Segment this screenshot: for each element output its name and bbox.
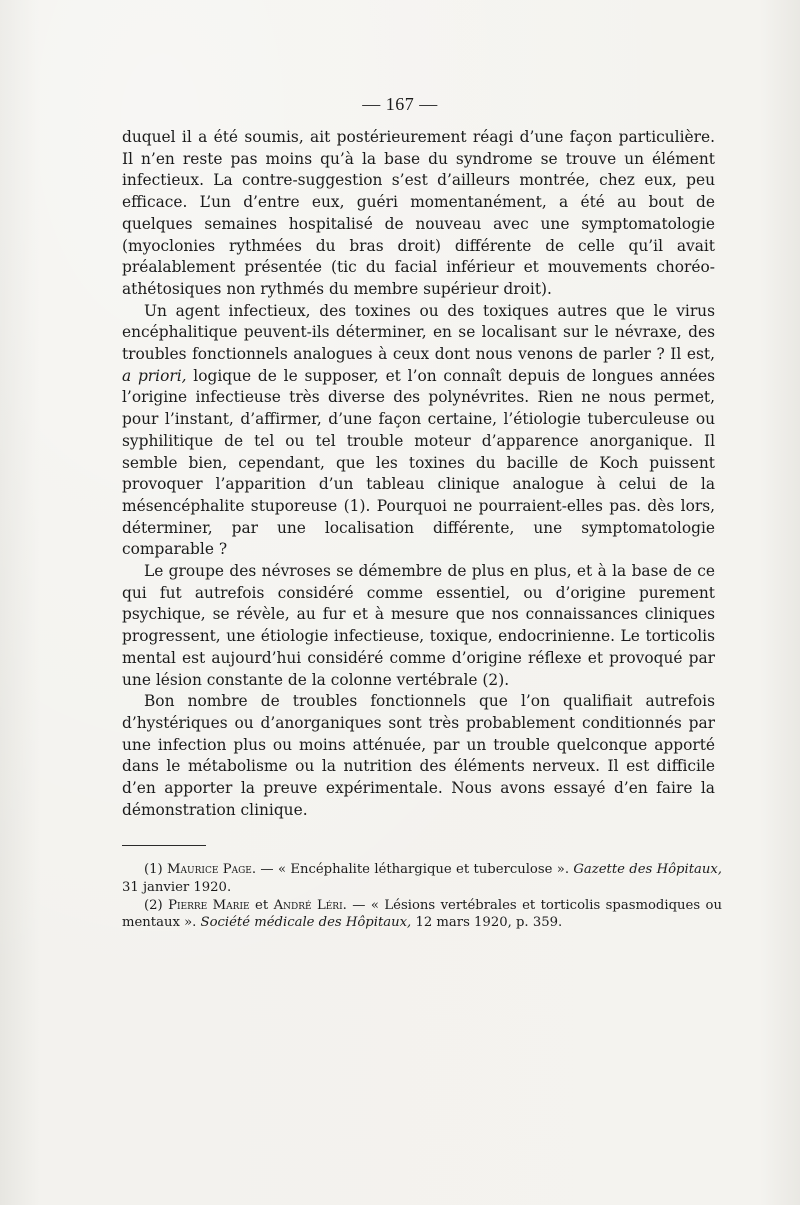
footnote-separator: [122, 845, 206, 846]
body-text: [122, 127, 715, 822]
footnote-1-date: 31 janvier 1920.: [122, 879, 232, 895]
footnote-2: [122, 897, 722, 933]
paragraph-1: [122, 127, 715, 301]
footnotes: [122, 861, 722, 932]
footnote-1: [122, 861, 722, 897]
footnote-2-title: — « Lésions vertébrales et torticolis spasmodiques ou mentaux ».: [122, 897, 722, 931]
footnote-1-title: — « Encéphalite léthargique et tuberculose ».: [256, 862, 574, 877]
paragraph-1-text: duquel il a été soumis, ait postérieurement réagi d’une façon particulière. Il n’en reste pas moins qu’à la base du syndrome se trouve un élément infectieux. La contre-suggestion s’est d’ailleurs montrée, chez eux, peu efficace. L’un d’entre eux, guéri momentanément, a été au bout de quelques semaines hospitalisé de nouveau avec une symptomatologie (myoclonies rythmées du bras droit) différente de celle qu’il avait préalablement présentée (tic du facial inférieur et mouvements choréo-athétosiques non rythmés du membre supérieur droit).: [122, 128, 715, 298]
paragraph-2-text-b: logique de le supposer, et l’on connaît depuis de longues années l’origine infectieuse très diverse des polynévrites. Rien ne nous permet, pour l’instant, d’affirmer, d’une façon certaine, l’étiologie tuberculeuse ou syphilitique de tel ou tel trouble moteur d’apparence anorganique. Il semble bien, cependant, que les toxines du bacille de Koch puissent provoquer l’apparition d’un tableau clinique analogue à celui de la mésencéphalite stuporeuse (1). Pourquoi ne pourraient-elles pas. dès lors, déterminer, par une localisation différente, une symptomatologie comparable ?: [122, 366, 715, 559]
footnote-2-conjunction: et: [249, 897, 274, 913]
paragraph-2-text-a: Un agent infectieux, des toxines ou des toxiques autres que le virus encéphalitique peuvent-ils déterminer, en se localisant sur le névraxe, des troubles fonctionnels analogues à ceux dont nous venons de parler ? Il est,: [122, 301, 715, 364]
footnote-1-number: (1): [144, 862, 168, 877]
footnote-2-journal: Société médicale des Hôpitaux,: [200, 915, 412, 931]
footnote-1-journal: Gazette des Hôpitaux,: [573, 862, 722, 877]
paragraph-3-text: Le groupe des névroses se démembre de plus en plus, et à la base de ce qui fut autrefois considéré comme essentiel, ou d’origine purement psychique, se révèle, au fur et à mesure que nos connaissances cliniques progressent, une étiologie infectieuse, toxique, endocrinienne. Le torticolis mental est aujourd’hui considéré comme d’origine réflexe et provoqué par une lésion constante de la colonne vertébrale (2).: [122, 562, 715, 689]
paragraph-4-text: Bon nombre de troubles fonctionnels que l’on qualifiait autrefois d’hystériques ou d’anorganiques sont très probablement conditionnés par une infection plus ou moins atténuée, par un trouble quelconque apporté dans le métabolisme ou la nutrition des éléments nerveux. Il est difficile d’en apporter la preuve expérimentale. Nous avons essayé d’en faire la démonstration clinique.: [122, 692, 715, 819]
paragraph-2-italic-a-priori: a priori,: [122, 366, 187, 385]
footnote-2-author-1: Pierre Marie: [168, 897, 250, 913]
footnote-2-author-2: André Léri.: [273, 897, 347, 913]
paragraph-4: [122, 691, 715, 821]
page-number: — 167 —: [362, 94, 438, 114]
footnote-2-date: 12 mars 1920, p. 359.: [411, 915, 563, 931]
paragraph-2: [122, 301, 715, 561]
footnote-2-number: (2): [144, 897, 169, 913]
footnote-1-author: Maurice Page.: [167, 862, 257, 877]
paragraph-3: [122, 561, 715, 691]
